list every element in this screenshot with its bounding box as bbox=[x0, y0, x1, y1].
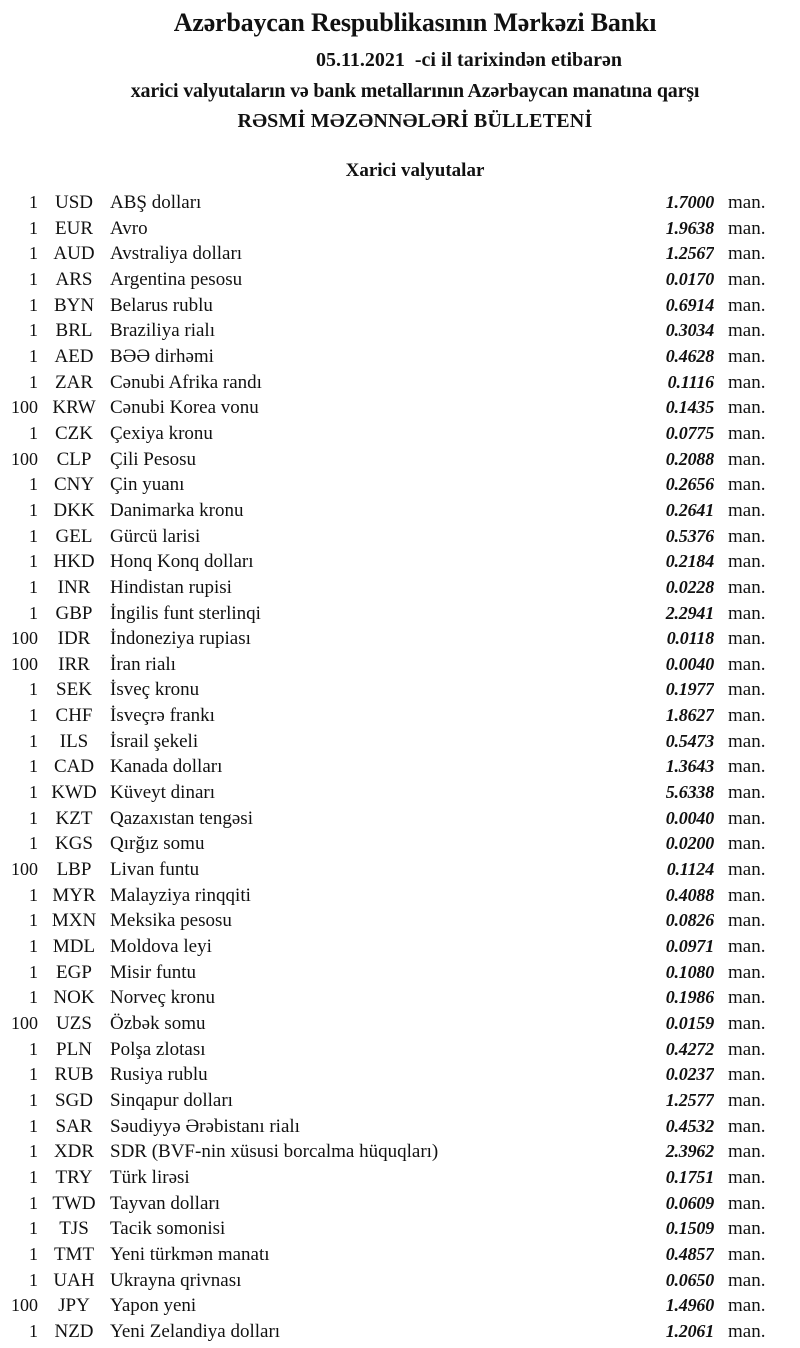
table-row bbox=[0, 395, 800, 421]
row-unit-label: man. bbox=[728, 884, 766, 906]
table-row bbox=[0, 216, 800, 242]
row-currency-name: Cənubi Afrika randı bbox=[110, 371, 262, 393]
row-quantity: 1 bbox=[29, 910, 38, 931]
table-row bbox=[0, 1191, 800, 1217]
table-row bbox=[0, 524, 800, 550]
row-quantity: 1 bbox=[29, 1192, 38, 1213]
row-currency-name: Ukrayna qrivnası bbox=[110, 1269, 242, 1291]
row-currency-code: EUR bbox=[55, 217, 93, 239]
table-row bbox=[0, 1011, 800, 1037]
row-currency-name: Misir funtu bbox=[110, 961, 197, 983]
row-currency-name: Avro bbox=[110, 217, 148, 239]
row-unit-label: man. bbox=[728, 1141, 766, 1163]
row-quantity: 1 bbox=[29, 268, 38, 289]
row-currency-code: CLP bbox=[56, 448, 92, 470]
row-currency-code: TWD bbox=[52, 1192, 96, 1214]
row-unit-label: man. bbox=[728, 653, 766, 675]
row-currency-name: Çin yuanı bbox=[110, 474, 185, 496]
row-currency-code: GBP bbox=[55, 602, 93, 624]
row-currency-name: Çili Pesosu bbox=[110, 448, 197, 470]
row-rate-value: 0.5376 bbox=[665, 525, 714, 546]
row-quantity: 1 bbox=[29, 1064, 38, 1085]
row-quantity: 100 bbox=[11, 859, 38, 880]
row-rate-value: 0.1080 bbox=[665, 961, 714, 982]
row-unit-label: man. bbox=[728, 217, 766, 239]
table-row bbox=[0, 1139, 800, 1165]
row-unit-label: man. bbox=[728, 1269, 766, 1291]
row-rate-value: 0.1509 bbox=[665, 1218, 714, 1239]
row-unit-label: man. bbox=[728, 371, 766, 393]
row-unit-label: man. bbox=[728, 782, 766, 804]
row-rate-value: 0.0650 bbox=[665, 1269, 714, 1290]
row-quantity: 1 bbox=[29, 345, 38, 366]
row-unit-label: man. bbox=[728, 833, 766, 855]
row-rate-value: 0.4272 bbox=[665, 1038, 714, 1059]
row-rate-value: 0.5473 bbox=[665, 730, 714, 751]
row-unit-label: man. bbox=[728, 756, 766, 778]
row-currency-name: Səudiyyə Ərəbistanı rialı bbox=[110, 1115, 300, 1137]
row-quantity: 1 bbox=[29, 474, 38, 495]
row-rate-value: 1.4960 bbox=[665, 1295, 714, 1316]
table-row bbox=[0, 1216, 800, 1242]
bulletin-title: RƏSMİ MƏZƏNNƏLƏRİ BÜLLETENİ bbox=[237, 109, 593, 132]
row-quantity: 1 bbox=[29, 576, 38, 597]
row-currency-code: ZAR bbox=[55, 371, 93, 393]
table-row bbox=[0, 190, 800, 216]
row-currency-name: Türk lirəsi bbox=[110, 1166, 190, 1188]
row-currency-code: SGD bbox=[54, 1089, 93, 1111]
row-currency-code: MXN bbox=[51, 910, 97, 932]
table-row bbox=[0, 677, 800, 703]
row-currency-name: Argentina pesosu bbox=[110, 268, 243, 290]
row-unit-label: man. bbox=[728, 474, 766, 496]
row-unit-label: man. bbox=[728, 602, 766, 624]
row-rate-value: 5.6338 bbox=[665, 782, 714, 803]
row-rate-value: 0.2641 bbox=[665, 499, 714, 520]
row-unit-label: man. bbox=[728, 243, 766, 265]
row-quantity: 1 bbox=[29, 1269, 38, 1290]
row-currency-code: EGP bbox=[56, 961, 92, 983]
row-rate-value: 0.0118 bbox=[666, 628, 714, 649]
row-rate-value: 0.0826 bbox=[665, 910, 714, 931]
row-rate-value: 2.3962 bbox=[665, 1141, 714, 1162]
row-currency-name: İsrail şekeli bbox=[110, 730, 199, 752]
table-row bbox=[0, 857, 800, 883]
row-unit-label: man. bbox=[728, 1038, 766, 1060]
row-quantity: 1 bbox=[29, 422, 38, 443]
row-quantity: 1 bbox=[29, 1320, 38, 1341]
row-currency-name: Livan funtu bbox=[110, 859, 200, 881]
row-currency-name: Belarus rublu bbox=[110, 294, 213, 316]
row-quantity: 1 bbox=[29, 243, 38, 264]
row-unit-label: man. bbox=[728, 807, 766, 829]
row-rate-value: 0.1986 bbox=[665, 987, 714, 1008]
row-quantity: 1 bbox=[29, 884, 38, 905]
row-rate-value: 0.0971 bbox=[665, 936, 714, 957]
row-currency-code: JPY bbox=[58, 1295, 90, 1317]
row-currency-code: KZT bbox=[55, 807, 93, 829]
row-quantity: 100 bbox=[11, 448, 38, 469]
row-currency-name: Tayvan dolları bbox=[110, 1192, 220, 1214]
row-unit-label: man. bbox=[728, 936, 766, 958]
table-row bbox=[0, 421, 800, 447]
row-rate-value: 0.2656 bbox=[665, 474, 714, 495]
row-quantity: 1 bbox=[29, 294, 38, 315]
row-quantity: 1 bbox=[29, 551, 38, 572]
row-currency-name: Honq Konq dolları bbox=[110, 551, 254, 573]
table-row bbox=[0, 1114, 800, 1140]
row-currency-code: HKD bbox=[53, 551, 95, 573]
table-row bbox=[0, 985, 800, 1011]
row-quantity: 1 bbox=[29, 782, 38, 803]
table-row bbox=[0, 370, 800, 396]
row-currency-code: AED bbox=[54, 345, 94, 367]
row-quantity: 1 bbox=[29, 705, 38, 726]
row-rate-value: 1.9638 bbox=[665, 217, 714, 238]
row-unit-label: man. bbox=[728, 422, 766, 444]
table-row bbox=[0, 652, 800, 678]
row-currency-name: İsveçrə frankı bbox=[110, 705, 215, 727]
table-row bbox=[0, 1319, 800, 1345]
row-quantity: 100 bbox=[11, 397, 38, 418]
row-rate-value: 0.1977 bbox=[665, 679, 714, 700]
row-rate-value: 0.0200 bbox=[665, 833, 714, 854]
row-rate-value: 0.0228 bbox=[665, 576, 714, 597]
row-currency-name: İndoneziya rupiası bbox=[110, 628, 251, 650]
row-unit-label: man. bbox=[728, 987, 766, 1009]
row-currency-code: TJS bbox=[59, 1218, 89, 1240]
row-unit-label: man. bbox=[728, 1243, 766, 1265]
row-rate-value: 1.8627 bbox=[665, 705, 714, 726]
row-rate-value: 1.3643 bbox=[665, 756, 714, 777]
row-currency-code: IRR bbox=[58, 653, 90, 675]
table-row bbox=[0, 831, 800, 857]
row-quantity: 1 bbox=[29, 602, 38, 623]
table-row bbox=[0, 1088, 800, 1114]
row-currency-name: Kanada dolları bbox=[110, 756, 223, 778]
row-quantity: 1 bbox=[29, 1166, 38, 1187]
row-unit-label: man. bbox=[728, 268, 766, 290]
row-unit-label: man. bbox=[728, 551, 766, 573]
row-currency-name: İngilis funt sterlinqi bbox=[110, 602, 261, 624]
row-unit-label: man. bbox=[728, 192, 766, 213]
row-currency-name: Qazaxıstan tengəsi bbox=[110, 807, 253, 829]
row-currency-name: Yeni türkmən manatı bbox=[110, 1243, 270, 1265]
table-row bbox=[0, 293, 800, 319]
table-row bbox=[0, 1037, 800, 1063]
row-quantity: 1 bbox=[29, 961, 38, 982]
row-quantity: 100 bbox=[11, 653, 38, 674]
row-currency-code: NOK bbox=[53, 987, 95, 1009]
table-row bbox=[0, 1062, 800, 1088]
row-unit-label: man. bbox=[728, 294, 766, 316]
row-unit-label: man. bbox=[728, 525, 766, 547]
bulletin-subtitle: xarici valyutaların və bank metallarının Azərbaycan manatına qarşı bbox=[130, 79, 700, 102]
row-currency-code: UZS bbox=[56, 1013, 92, 1034]
table-row bbox=[0, 1293, 800, 1319]
row-rate-value: 0.0237 bbox=[665, 1064, 714, 1085]
table-row bbox=[0, 601, 800, 627]
row-currency-code: MYR bbox=[52, 884, 96, 906]
row-rate-value: 0.4088 bbox=[665, 884, 714, 905]
row-unit-label: man. bbox=[728, 1013, 766, 1034]
row-unit-label: man. bbox=[728, 576, 766, 598]
row-quantity: 1 bbox=[29, 371, 38, 392]
row-currency-name: SDR (BVF-nin xüsusi borcalma hüquqları) bbox=[110, 1141, 439, 1163]
row-currency-code: RUB bbox=[54, 1064, 94, 1086]
row-quantity: 1 bbox=[29, 525, 38, 546]
row-currency-name: Cənubi Korea vonu bbox=[110, 397, 259, 419]
row-currency-name: ABŞ dolları bbox=[110, 192, 202, 213]
table-row bbox=[0, 267, 800, 293]
row-currency-code: CNY bbox=[53, 474, 95, 496]
row-quantity: 100 bbox=[11, 1013, 38, 1033]
row-currency-name: Danimarka kronu bbox=[110, 499, 244, 521]
row-currency-code: CHF bbox=[55, 705, 93, 727]
table-row bbox=[0, 241, 800, 267]
effective-date-line: 05.11.2021 -ci il tarixindən etibarən bbox=[315, 48, 623, 71]
row-rate-value: 0.0609 bbox=[665, 1192, 714, 1213]
row-unit-label: man. bbox=[728, 859, 766, 881]
page-title: Azərbaycan Respublikasının Mərkəzi Bankı bbox=[173, 8, 657, 37]
row-quantity: 1 bbox=[29, 192, 38, 212]
row-rate-value: 1.2061 bbox=[665, 1320, 714, 1341]
row-unit-label: man. bbox=[728, 1218, 766, 1240]
row-unit-label: man. bbox=[728, 448, 766, 470]
row-currency-name: Meksika pesosu bbox=[110, 910, 232, 932]
row-currency-name: Yapon yeni bbox=[110, 1295, 197, 1317]
row-unit-label: man. bbox=[728, 320, 766, 342]
row-currency-code: GEL bbox=[55, 525, 93, 547]
row-currency-code: XDR bbox=[53, 1141, 95, 1163]
row-rate-value: 0.0170 bbox=[665, 268, 714, 289]
table-row bbox=[0, 498, 800, 524]
row-currency-code: LBP bbox=[56, 859, 92, 881]
table-row bbox=[0, 703, 800, 729]
row-quantity: 1 bbox=[29, 499, 38, 520]
row-rate-value: 0.1435 bbox=[665, 397, 714, 418]
row-currency-code: BRL bbox=[55, 320, 93, 342]
row-currency-code: INR bbox=[57, 576, 91, 598]
row-unit-label: man. bbox=[728, 1166, 766, 1188]
row-currency-name: Polşa zlotası bbox=[110, 1038, 206, 1060]
row-unit-label: man. bbox=[728, 910, 766, 932]
rates-table bbox=[0, 190, 800, 1345]
row-currency-name: Norveç kronu bbox=[110, 987, 215, 1009]
row-quantity: 1 bbox=[29, 217, 38, 238]
row-unit-label: man. bbox=[728, 1064, 766, 1086]
row-currency-name: İsveç kronu bbox=[110, 679, 200, 701]
row-rate-value: 0.1751 bbox=[665, 1166, 714, 1187]
table-row bbox=[0, 549, 800, 575]
row-rate-value: 0.4857 bbox=[665, 1243, 714, 1264]
row-currency-name: Sinqapur dolları bbox=[110, 1089, 233, 1111]
row-currency-code: CAD bbox=[53, 756, 95, 778]
row-rate-value: 0.2088 bbox=[665, 448, 714, 469]
row-quantity: 1 bbox=[29, 987, 38, 1008]
row-currency-code: USD bbox=[54, 192, 93, 213]
row-rate-value: 0.0040 bbox=[665, 807, 714, 828]
row-quantity: 1 bbox=[29, 807, 38, 828]
row-quantity: 1 bbox=[29, 1141, 38, 1162]
row-currency-code: DKK bbox=[53, 499, 95, 521]
row-quantity: 100 bbox=[11, 1295, 38, 1316]
row-currency-code: MDL bbox=[52, 936, 96, 958]
row-currency-name: Qırğız somu bbox=[110, 833, 205, 855]
table-row bbox=[0, 1165, 800, 1191]
row-currency-code: ILS bbox=[59, 730, 89, 752]
row-currency-code: SAR bbox=[55, 1115, 93, 1137]
table-row bbox=[0, 318, 800, 344]
row-quantity: 1 bbox=[29, 1038, 38, 1059]
row-currency-code: KGS bbox=[54, 833, 93, 855]
table-row bbox=[0, 472, 800, 498]
row-rate-value: 0.2184 bbox=[665, 551, 714, 572]
row-currency-code: TMT bbox=[53, 1243, 95, 1265]
row-quantity: 1 bbox=[29, 756, 38, 777]
row-rate-value: 0.1116 bbox=[667, 371, 714, 392]
row-currency-code: TRY bbox=[55, 1166, 93, 1188]
row-rate-value: 0.0159 bbox=[665, 1013, 714, 1033]
row-unit-label: man. bbox=[728, 499, 766, 521]
row-rate-value: 0.4628 bbox=[665, 345, 714, 366]
row-currency-code: BYN bbox=[53, 294, 95, 316]
row-currency-name: Yeni Zelandiya dolları bbox=[110, 1320, 281, 1342]
row-currency-name: İran rialı bbox=[110, 653, 176, 675]
row-quantity: 1 bbox=[29, 833, 38, 854]
row-unit-label: man. bbox=[728, 1295, 766, 1317]
row-unit-label: man. bbox=[728, 961, 766, 983]
row-unit-label: man. bbox=[728, 1115, 766, 1137]
table-row bbox=[0, 960, 800, 986]
table-row bbox=[0, 1268, 800, 1294]
row-quantity: 1 bbox=[29, 1089, 38, 1110]
row-currency-name: Malayziya rinqqiti bbox=[110, 884, 251, 906]
row-unit-label: man. bbox=[728, 1089, 766, 1111]
table-row bbox=[0, 729, 800, 755]
row-currency-name: Çexiya kronu bbox=[110, 422, 213, 444]
row-quantity: 1 bbox=[29, 1115, 38, 1136]
row-currency-code: PLN bbox=[56, 1038, 92, 1060]
table-row bbox=[0, 447, 800, 473]
row-currency-name: Rusiya rublu bbox=[110, 1064, 208, 1086]
table-row bbox=[0, 344, 800, 370]
row-currency-code: CZK bbox=[55, 422, 93, 444]
row-currency-name: Braziliya rialı bbox=[110, 320, 215, 342]
row-currency-name: Avstraliya dolları bbox=[110, 243, 243, 265]
table-row bbox=[0, 754, 800, 780]
row-rate-value: 2.2941 bbox=[665, 602, 714, 623]
table-row bbox=[0, 575, 800, 601]
table-row bbox=[0, 1242, 800, 1268]
row-quantity: 1 bbox=[29, 936, 38, 957]
row-unit-label: man. bbox=[728, 1192, 766, 1214]
row-currency-code: AUD bbox=[53, 243, 95, 265]
row-currency-code: KWD bbox=[51, 782, 97, 804]
row-quantity: 1 bbox=[29, 1243, 38, 1264]
row-unit-label: man. bbox=[728, 1320, 766, 1342]
row-currency-code: KRW bbox=[52, 397, 96, 419]
row-rate-value: 0.6914 bbox=[665, 294, 714, 315]
table-row bbox=[0, 883, 800, 909]
table-row bbox=[0, 908, 800, 934]
row-currency-code: SEK bbox=[56, 679, 92, 701]
table-row bbox=[0, 780, 800, 806]
table-row bbox=[0, 934, 800, 960]
row-rate-value: 0.3034 bbox=[665, 320, 714, 341]
row-currency-name: Hindistan rupisi bbox=[110, 576, 232, 598]
table-row bbox=[0, 626, 800, 652]
row-currency-name: Küveyt dinarı bbox=[110, 782, 216, 804]
row-currency-name: BƏƏ dirhəmi bbox=[110, 345, 214, 367]
row-rate-value: 1.7000 bbox=[665, 192, 714, 212]
row-unit-label: man. bbox=[728, 345, 766, 367]
table-row bbox=[0, 806, 800, 832]
row-unit-label: man. bbox=[728, 628, 766, 650]
row-rate-value: 0.4532 bbox=[665, 1115, 714, 1136]
row-currency-name: Gürcü larisi bbox=[110, 525, 201, 547]
row-rate-value: 0.0775 bbox=[665, 422, 714, 443]
bulletin-header bbox=[30, 8, 800, 133]
row-unit-label: man. bbox=[728, 679, 766, 701]
row-quantity: 1 bbox=[29, 320, 38, 341]
row-quantity: 100 bbox=[11, 628, 38, 649]
row-currency-code: IDR bbox=[57, 628, 91, 650]
row-currency-name: Özbək somu bbox=[110, 1013, 206, 1034]
row-rate-value: 0.1124 bbox=[666, 859, 714, 880]
row-currency-code: ARS bbox=[55, 268, 93, 290]
row-quantity: 1 bbox=[29, 730, 38, 751]
row-currency-code: NZD bbox=[54, 1320, 94, 1342]
row-unit-label: man. bbox=[728, 705, 766, 727]
row-currency-code: UAH bbox=[53, 1269, 95, 1291]
row-rate-value: 1.2567 bbox=[665, 243, 714, 264]
row-unit-label: man. bbox=[728, 397, 766, 419]
row-unit-label: man. bbox=[728, 730, 766, 752]
row-currency-name: Tacik somonisi bbox=[110, 1218, 226, 1240]
row-rate-value: 1.2577 bbox=[665, 1089, 714, 1110]
row-currency-name: Moldova leyi bbox=[110, 936, 212, 958]
row-rate-value: 0.0040 bbox=[665, 653, 714, 674]
row-quantity: 1 bbox=[29, 1218, 38, 1239]
section-title-foreign-currencies: Xarici valyutalar bbox=[345, 160, 485, 181]
row-quantity: 1 bbox=[29, 679, 38, 700]
